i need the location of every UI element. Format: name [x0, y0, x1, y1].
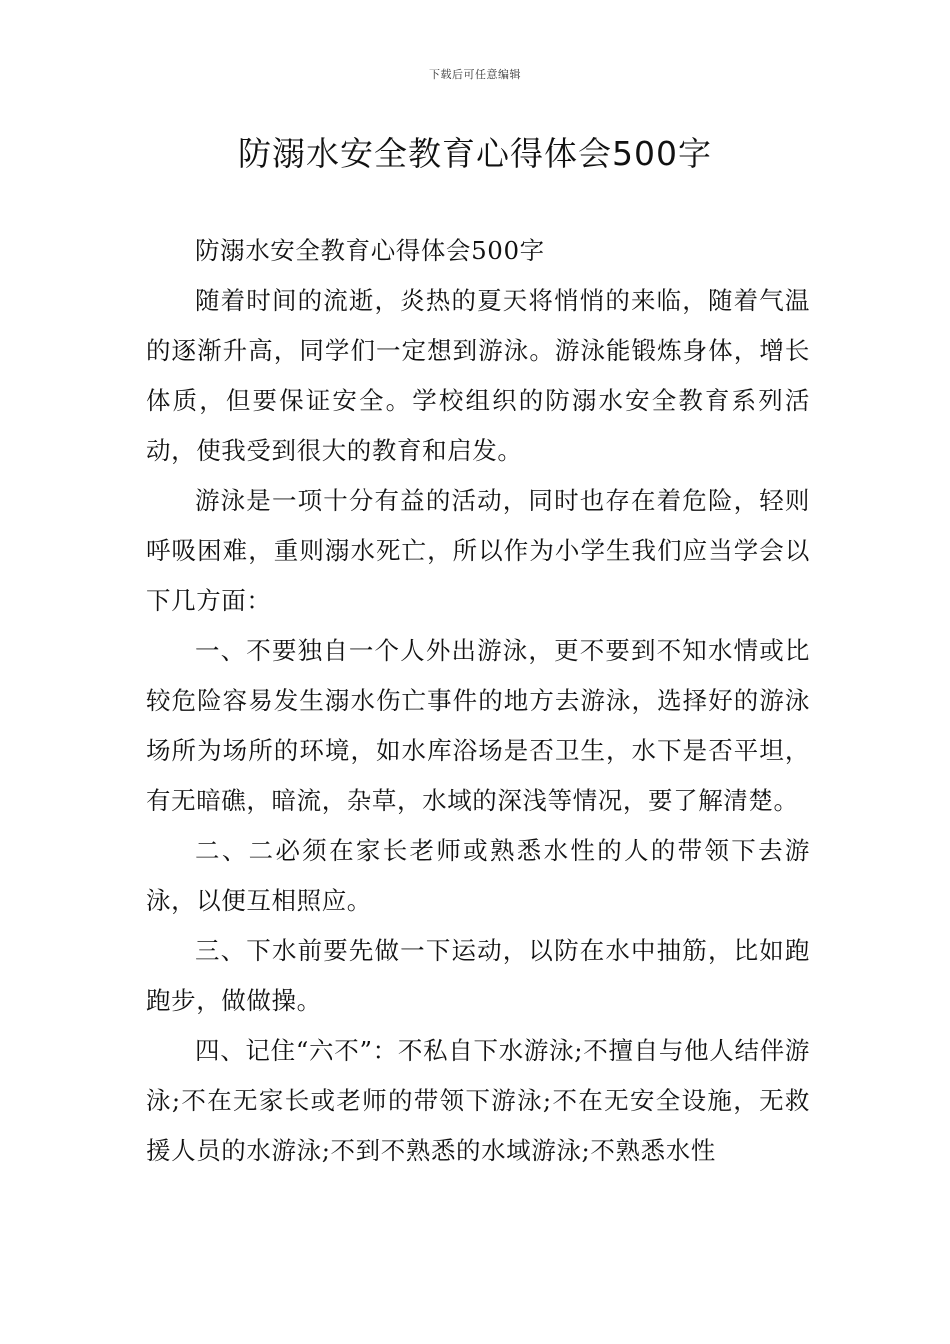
paragraph-point-1: 一、不要独自一个人外出游泳，更不要到不知水情或比较危险容易发生溺水伤亡事件的地方去游泳，选择好的游泳场所为场所的环境，如水库浴场是否卫生，水下是否平坦，有无暗礁，暗流，杂草，水域的深浅等情况，要了解清楚。: [146, 636, 810, 815]
document-title: 防溺水安全教育心得体会500字: [238, 134, 712, 173]
paragraph-risks: 游泳是一项十分有益的活动，同时也存在着危险，轻则呼吸困难，重则溺水死亡，所以作为小学生我们应当学会以下几方面：: [146, 486, 810, 615]
paragraph-point-4: 四、记住“六不”：不私自下水游泳;不擅自与他人结伴游泳;不在无家长或老师的带领下游泳;不在无安全设施，无救援人员的水游泳;不到不熟悉的水域游泳;不熟悉水性: [146, 1036, 810, 1165]
paragraph-intro: 随着时间的流逝，炎热的夏天将悄悄的来临，随着气温的逐渐升高，同学们一定想到游泳。游泳能锻炼身体，增长体质，但要保证安全。学校组织的防溺水安全教育系列活动，使我受到很大的教育和启发。: [146, 286, 810, 465]
document-body: [146, 226, 810, 1176]
header-note: 下载后可任意编辑: [429, 68, 521, 81]
paragraph-point-2: 二、二必须在家长老师或熟悉水性的人的带领下去游泳，以便互相照应。: [146, 836, 810, 915]
paragraph-subtitle: 防溺水安全教育心得体会500字: [195, 236, 545, 265]
paragraph-point-3: 三、下水前要先做一下运动，以防在水中抽筋，比如跑跑步，做做操。: [146, 936, 810, 1015]
